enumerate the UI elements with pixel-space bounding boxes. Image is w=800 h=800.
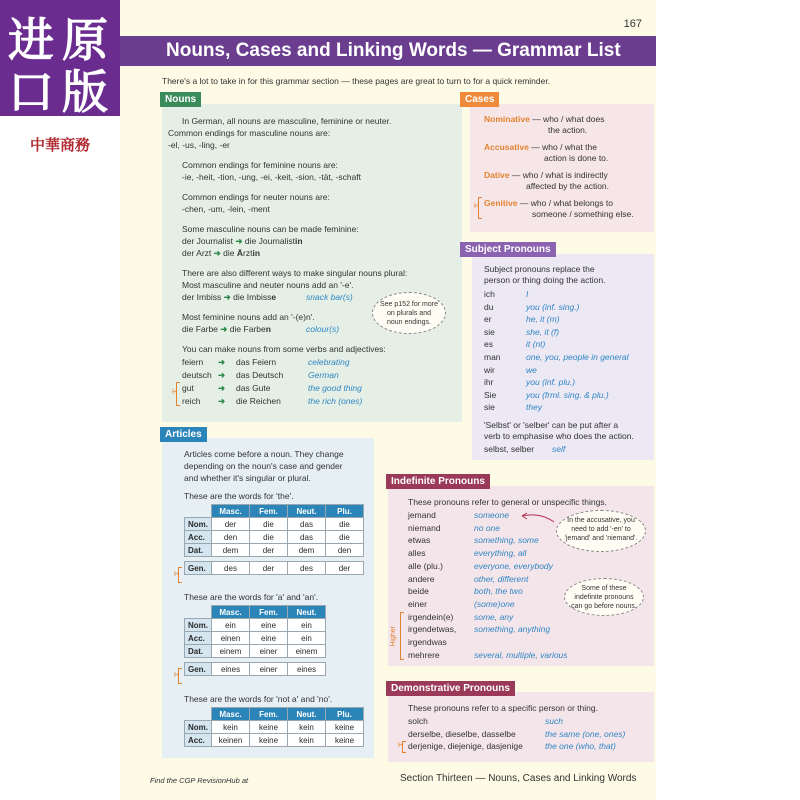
row-header: Nom. (185, 518, 212, 531)
article-cell: eine (250, 632, 288, 645)
table-corner (185, 606, 212, 619)
article-cell: ein (212, 619, 250, 632)
example-row (182, 236, 303, 247)
example-word: der Imbiss (182, 292, 222, 302)
footer-revisionhub: Find the CGP RevisionHub at (150, 776, 249, 785)
translation: something, some (474, 535, 539, 546)
case-desc: — who / what is indirectly (509, 170, 608, 180)
german-pronoun: derjenige, diejenige, dasjenige (408, 741, 523, 752)
arrow-icon: ➜ (218, 357, 226, 367)
publisher-name: 中華商務 (30, 136, 91, 154)
table-caption: These are the words for 'not a' and 'no'. (184, 694, 333, 704)
subject-intro: Subject pronouns replace the (484, 264, 595, 274)
table-corner (185, 505, 212, 518)
demonstrative-intro: These pronouns refer to a specific person or thing. (408, 703, 598, 713)
article-cell: ein (288, 619, 326, 632)
intro-text: There's a lot to take in for this grammar section — these pages are great to turn to for a quick reminder. (162, 76, 551, 86)
column-header: Fem. (250, 708, 288, 721)
case-desc: someone / something else. (532, 209, 634, 219)
example-row (182, 292, 276, 303)
article-cell: des (288, 562, 326, 575)
article-cell: kein (288, 721, 326, 734)
example-word: der Arzt (182, 248, 212, 258)
arrow-icon: ➜ (213, 248, 221, 258)
row-header: Nom. (185, 619, 212, 632)
page-number: 167 (623, 18, 642, 30)
article-cell: einer (250, 645, 288, 658)
table-row (185, 518, 364, 531)
higher-mark: H (174, 571, 180, 578)
case-desc: — who / what does (529, 114, 605, 124)
table-row (185, 619, 326, 632)
title-bar (120, 36, 656, 66)
article-cell: das (288, 518, 326, 531)
pointer-arrow-icon (516, 512, 556, 526)
row-header: Acc. (185, 531, 212, 544)
case-desc: — who / what belongs to (517, 198, 613, 208)
article-cell: einem (212, 645, 250, 658)
article-cell: dem (212, 544, 250, 557)
translation: one, you, people in general (526, 352, 629, 362)
higher-mark: H (172, 389, 178, 396)
table-header-row (185, 505, 364, 518)
indefinite-article-table (184, 605, 326, 676)
german-pronoun: jemand (408, 510, 436, 520)
source-word: reich (182, 396, 201, 406)
accusative-note-bubble: In the accusative, you need to add '-en' to 'jemand' and 'niemand'. (556, 510, 646, 552)
ending: n (265, 324, 271, 334)
table-caption: These are the words for 'the'. (184, 491, 294, 501)
example-word: die (223, 248, 237, 258)
logo-char: 版 (62, 65, 108, 119)
higher-mark: Higher (390, 626, 397, 647)
column-header: Neut. (288, 606, 326, 619)
articles-intro: Articles come before a noun. They change (184, 449, 344, 459)
translation: snack bar(s) (306, 292, 353, 302)
german-pronoun: irgendwas (408, 637, 447, 647)
table-row (185, 544, 364, 557)
indefinite-pronouns-label: Indefinite Pronouns (386, 474, 490, 489)
article-cell: die (326, 531, 364, 544)
case-row (484, 198, 613, 209)
row-header: Gen. (185, 663, 212, 676)
article-cell: einer (250, 663, 288, 676)
articles-intro: depending on the noun's case and gender (184, 461, 343, 471)
article-cell: keinen (212, 734, 250, 747)
article-cell: kein (288, 734, 326, 747)
german-pronoun: irgendein(e) (408, 611, 454, 622)
logo-badge (0, 0, 120, 119)
translation: German (308, 370, 339, 380)
translation: the same (one, ones) (545, 728, 626, 739)
column-header: Fem. (250, 606, 288, 619)
publisher-logo (0, 0, 120, 158)
article-cell: ein (288, 632, 326, 645)
german-pronoun: alle (plu.) (408, 560, 443, 571)
translation: it (nt) (526, 339, 546, 350)
negative-article-table (184, 707, 364, 747)
article-cell: keine (250, 734, 288, 747)
selbst-note: 'Selbst' or 'selber' can be put after a (484, 420, 619, 430)
example-row (182, 248, 260, 259)
case-name: Nominative (484, 114, 530, 124)
logo-char: 进 (8, 13, 54, 67)
table-header-row (185, 606, 326, 619)
translation: they (526, 402, 543, 413)
column-header: Masc. (212, 505, 250, 518)
german-pronoun: alles (408, 548, 426, 559)
article-cell: der (250, 562, 288, 575)
article-cell: den (326, 544, 364, 557)
article-cell: einen (212, 632, 250, 645)
table-row (185, 721, 364, 734)
translation: no one (474, 522, 500, 533)
german-pronoun: ihr (484, 377, 494, 388)
german-pronoun: ich (484, 289, 495, 299)
article-cell: keine (250, 721, 288, 734)
translation: both, the two (474, 586, 523, 597)
case-desc: action is done to. (544, 153, 609, 163)
german-pronoun: mehrere (408, 649, 440, 660)
ending: e (271, 292, 277, 302)
row-header: Acc. (185, 632, 212, 645)
translation: the one (who, that) (545, 741, 616, 752)
nouns-label: Nouns (160, 92, 201, 107)
arrow-icon: ➜ (218, 370, 226, 380)
nouns-text: Some masculine nouns can be made feminine: (182, 224, 359, 234)
table-corner (185, 708, 212, 721)
article-cell: den (212, 531, 250, 544)
article-cell: einem (288, 645, 326, 658)
translation: (some)one (474, 598, 515, 609)
article-cell: eine (250, 619, 288, 632)
column-header: Plu. (326, 505, 364, 518)
german-pronoun: du (484, 301, 494, 312)
translation: colour(s) (306, 324, 340, 334)
article-cell: kein (212, 721, 250, 734)
nouns-text: -el, -us, -ling, -er (168, 140, 230, 150)
case-desc: — who / what the (528, 142, 597, 152)
articles-label: Articles (160, 427, 207, 442)
german-pronoun: andere (408, 573, 435, 584)
article-cell: des (212, 562, 250, 575)
source-word: deutsch (182, 370, 212, 380)
german-pronoun: solch (408, 716, 428, 726)
example-word: die Imbiss (233, 292, 272, 302)
demonstrative-pronouns-label: Demonstrative Pronouns (386, 681, 515, 696)
arrow-icon: ➜ (223, 292, 231, 302)
translation: self (552, 444, 566, 454)
case-row (484, 170, 608, 181)
german-pronoun: derselbe, dieselbe, dasselbe (408, 728, 516, 739)
german-pronoun: Sie (484, 389, 497, 400)
definite-article-table (184, 504, 364, 575)
noun-word: das Deutsch (236, 370, 284, 380)
nouns-text: Most feminine nouns add an '-(e)n'. (182, 312, 315, 322)
source-word: feiern (182, 357, 204, 367)
german-pronoun: sie (484, 402, 495, 413)
nouns-text: Common endings for neuter nouns are: (182, 192, 330, 202)
translation: something, anything (474, 624, 551, 635)
article-cell: dem (288, 544, 326, 557)
arrow-icon: ➜ (218, 383, 226, 393)
nouns-text: Common endings for masculine nouns are: (168, 128, 331, 138)
column-header: Fem. (250, 505, 288, 518)
article-cell: keine (326, 721, 364, 734)
row-header: Nom. (185, 721, 212, 734)
article-cell: der (212, 518, 250, 531)
noun-word: das Feiern (236, 357, 277, 367)
table-row (185, 734, 364, 747)
noun-word: die Reichen (236, 396, 281, 406)
arrow-icon: ➜ (220, 324, 228, 334)
translation: everything, all (474, 548, 527, 559)
german-pronoun: man (484, 352, 501, 362)
umlaut: Ä (236, 248, 244, 258)
case-name: Dative (484, 170, 510, 180)
article-cell: der (250, 544, 288, 557)
translation: I (526, 289, 529, 299)
example-word: die Journalist (244, 236, 295, 246)
higher-mark: H (398, 742, 404, 749)
translation: someone (474, 510, 509, 520)
arrow-icon: ➜ (235, 236, 243, 246)
german-pronoun: es (484, 339, 493, 350)
table-row (185, 562, 364, 575)
german-pronoun: sie (484, 326, 495, 337)
logo-char: 原 (62, 13, 108, 67)
column-header: Masc. (212, 708, 250, 721)
nouns-text: -chen, -um, -lein, -ment (182, 204, 270, 214)
table-header-row (185, 708, 364, 721)
translation: other, different (474, 573, 529, 584)
case-name: Accusative (484, 142, 529, 152)
footer-section-title: Section Thirteen — Nouns, Cases and Linking Words (400, 773, 637, 784)
plurals-note-bubble: See p152 for more on plurals and noun endings. (372, 292, 446, 334)
german-pronoun: irgendetwas, (408, 624, 457, 635)
indefinite-intro: These pronouns refer to general or unspecific things. (408, 497, 607, 507)
article-cell: die (326, 518, 364, 531)
article-cell: die (250, 518, 288, 531)
case-row (484, 114, 604, 125)
german-pronoun: beide (408, 586, 429, 597)
example-word: rzt (243, 248, 253, 258)
german-pronoun: etwas (408, 535, 431, 546)
table-row (185, 531, 364, 544)
noun-word: das Gute (236, 383, 271, 393)
row-header: Dat. (185, 645, 212, 658)
ending: in (252, 248, 261, 258)
nouns-text: You can make nouns from some verbs and adjectives: (182, 344, 386, 354)
article-cell: die (250, 531, 288, 544)
nouns-text: -ie, -heit, -tion, -ung, -ei, -keit, -sion, -tät, -schaft (182, 172, 362, 182)
german-pronoun: einer (408, 598, 427, 609)
table-row (185, 645, 326, 658)
before-nouns-note-bubble: Some of these indefinite pronouns can go before nouns. (564, 578, 644, 616)
logo-char: 口 (8, 65, 54, 119)
column-header: Plu. (326, 708, 364, 721)
selbst-word: selbst, selber (484, 444, 535, 454)
selbst-note: verb to emphasise who does the action. (484, 431, 634, 441)
column-header: Neut. (288, 505, 326, 518)
translation: we (526, 364, 537, 375)
verb-row (182, 357, 203, 368)
nouns-text: Most masculine and neuter nouns add an '-e'. (182, 280, 354, 290)
translation: she, it (f) (526, 326, 560, 337)
case-desc: affected by the action. (526, 181, 610, 191)
translation: everyone, everybody (474, 560, 553, 571)
ending: in (295, 236, 303, 246)
translation: you (inf. plu.) (526, 377, 576, 388)
article-cell: eines (212, 663, 250, 676)
german-pronoun: wir (484, 364, 495, 375)
translation: he, it (m) (526, 314, 560, 325)
case-row (484, 142, 597, 153)
table-row (185, 663, 326, 676)
source-word: gut (182, 383, 194, 393)
articles-intro: and whether it's singular or plural. (184, 473, 311, 483)
higher-bracket (400, 612, 404, 660)
row-header: Dat. (185, 544, 212, 557)
table-caption: These are the words for 'a' and 'an'. (184, 592, 319, 602)
translation: celebrating (308, 357, 350, 367)
column-header: Masc. (212, 606, 250, 619)
translation: the good thing (308, 383, 362, 393)
article-cell: keine (326, 734, 364, 747)
page-title: Nouns, Cases and Linking Words — Grammar List (166, 40, 621, 61)
nouns-text: Common endings for feminine nouns are: (182, 160, 338, 170)
translation: you (inf. sing.) (526, 301, 580, 312)
translation: some, any (474, 611, 514, 622)
translation: such (545, 716, 563, 726)
table-row (185, 632, 326, 645)
column-header: Neut. (288, 708, 326, 721)
nouns-text: In German, all nouns are masculine, feminine or neuter. (182, 116, 392, 126)
example-word: die Farbe (229, 324, 266, 334)
example-word: die Farbe (182, 324, 218, 334)
case-desc: the action. (548, 125, 588, 135)
row-header: Acc. (185, 734, 212, 747)
example-row (182, 324, 271, 335)
article-cell: das (288, 531, 326, 544)
subject-pronouns-label: Subject Pronouns (460, 242, 556, 257)
higher-mark: H (174, 672, 180, 679)
translation: several, multiple, various (474, 649, 568, 660)
german-pronoun: er (484, 314, 492, 325)
translation: the rich (ones) (308, 396, 363, 406)
example-word: der Journalist (182, 236, 234, 246)
article-cell: eines (288, 663, 326, 676)
case-name: Genitive (484, 198, 518, 208)
german-pronoun: niemand (408, 522, 441, 533)
subject-intro: person or thing doing the action. (484, 275, 606, 285)
article-cell: der (326, 562, 364, 575)
book-page (120, 0, 656, 800)
higher-mark: H (474, 203, 480, 210)
nouns-text: There are also different ways to make singular nouns plural: (182, 268, 408, 278)
cases-label: Cases (460, 92, 499, 107)
translation: you (frml. sing. & plu.) (526, 389, 609, 400)
arrow-icon: ➜ (218, 396, 226, 406)
row-header: Gen. (185, 562, 212, 575)
